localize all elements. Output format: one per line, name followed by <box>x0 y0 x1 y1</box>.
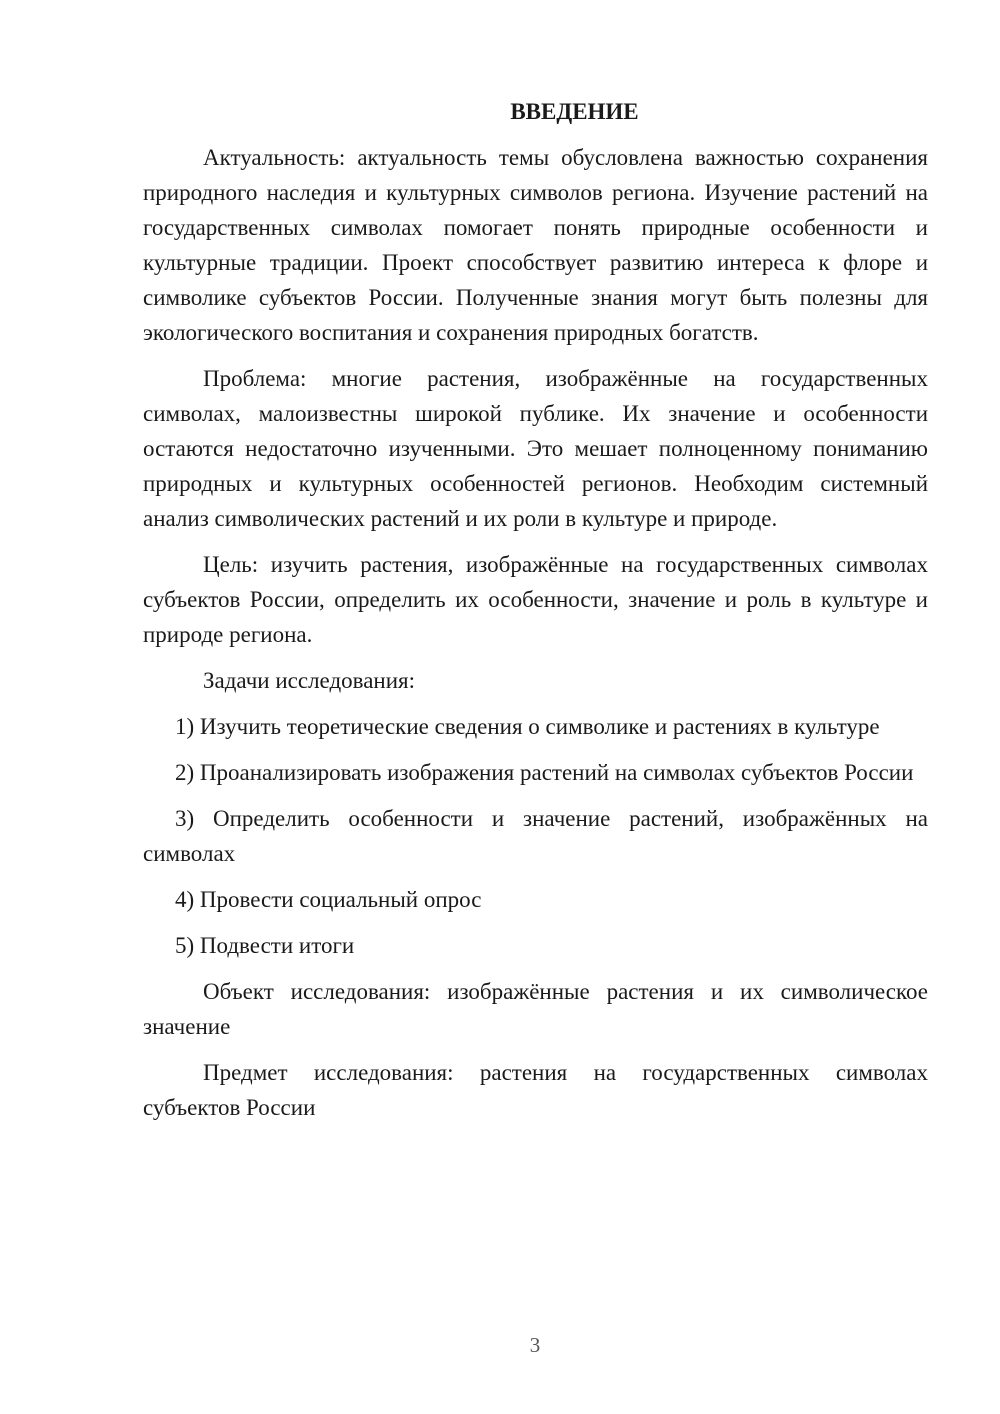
page-number: 3 <box>529 1333 541 1357</box>
page-title: ВВЕДЕНИЕ <box>510 99 639 124</box>
paragraph-object: Объект исследования: изображённые растения и их символическое значение <box>143 979 928 1039</box>
task-item-3: 3) Определить особенности и значение растений, изображённых на символах <box>143 806 928 866</box>
paragraph-problem: Проблема: многие растения, изображённые на государственных символах, малоизвестны широкой публике. Их значение и особенности остаются недостаточно изученными. Это мешает полноценному пониманию природных и культурных особенностей регионов. Необходим системный анализ символических растений и их роли в культуре и природе. <box>143 366 928 531</box>
paragraph-subject: Предмет исследования: растения на государственных символах субъектов России <box>143 1060 928 1120</box>
task-item-1: 1) Изучить теоретические сведения о символике и растениях в культуре <box>175 714 880 739</box>
task-item-5: 5) Подвести итоги <box>175 933 355 958</box>
task-item-4: 4) Провести социальный опрос <box>175 887 482 912</box>
paragraph-relevance: Актуальность: актуальность темы обусловлена важностью сохранения природного наследия и культурных символов региона. Изучение растений на государственных символах помогает понять природные особенности и культурные традиции. Проект способствует развитию интереса к флоре и символике субъектов России. Полученные знания могут быть полезны для экологического воспитания и сохранения природных богатств. <box>143 145 928 345</box>
task-item-2: 2) Проанализировать изображения растений на символах субъектов России <box>175 760 914 785</box>
page-content <box>143 94 928 1136</box>
tasks-heading: Задачи исследования: <box>203 668 416 693</box>
paragraph-goal: Цель: изучить растения, изображённые на государственных символах субъектов России, определить их особенности, значение и роль в культуре и природе региона. <box>143 552 928 647</box>
